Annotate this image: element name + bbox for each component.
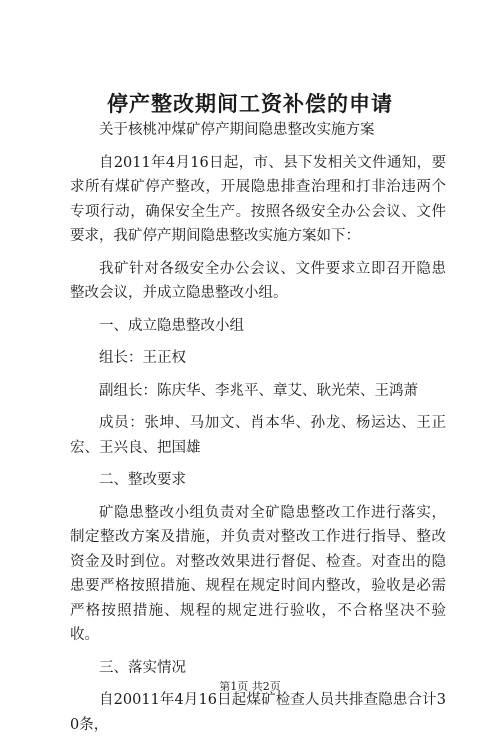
section-heading-3: 三、落实情况 bbox=[99, 659, 186, 676]
subtitle-paragraph: 关于核桃冲煤矿停产期间隐患整改实施方案 bbox=[99, 122, 375, 138]
team-members: 成员：张坤、马加文、肖本华、孙龙、杨运达、王正宏、王兴良、把国雄 bbox=[70, 415, 446, 456]
page-footer: 第1页 共2页 bbox=[219, 680, 281, 693]
document-body bbox=[70, 118, 446, 745]
team-leader: 组长：王正权 bbox=[99, 350, 186, 366]
section-heading-2: 二、整改要求 bbox=[99, 472, 186, 488]
page-title: 停产整改期间工资补偿的申请 bbox=[107, 91, 393, 116]
team-deputy-leaders: 副组长：陈庆华、李兆平、章艾、耿光荣、王鸿萧 bbox=[99, 382, 418, 399]
meeting-paragraph: 我矿针对各级安全办公会议、文件要求立即召开隐患整改会议，并成立隐患整改小组。 bbox=[70, 260, 446, 301]
implementation-paragraph: 自20011年4月16日起煤矿检查人员共排查隐患合计30条， bbox=[70, 692, 446, 733]
section-heading-1: 一、成立隐患整改小组 bbox=[99, 317, 244, 334]
intro-paragraph: 自2011年4月16日起，市、县下发相关文件通知，要求所有煤矿停产整改，开展隐患排查治理和打非治违两个专项行动，确保安全生产。按照各级安全办公会议、文件要求，我矿停产期间隐患整改实施方案如下： bbox=[70, 154, 446, 244]
requirements-paragraph: 矿隐患整改小组负责对全矿隐患整改工作进行落实，制定整改方案及措施，并负责对整改工作进行指导、整改资金及时到位。对整改效果进行督促、检查。对查出的隐患要严格按照措施、规程在规定时间内整改，验收是必需严格按照措施、规程的规定进行验收，不合格坚决不验收。 bbox=[70, 504, 446, 643]
